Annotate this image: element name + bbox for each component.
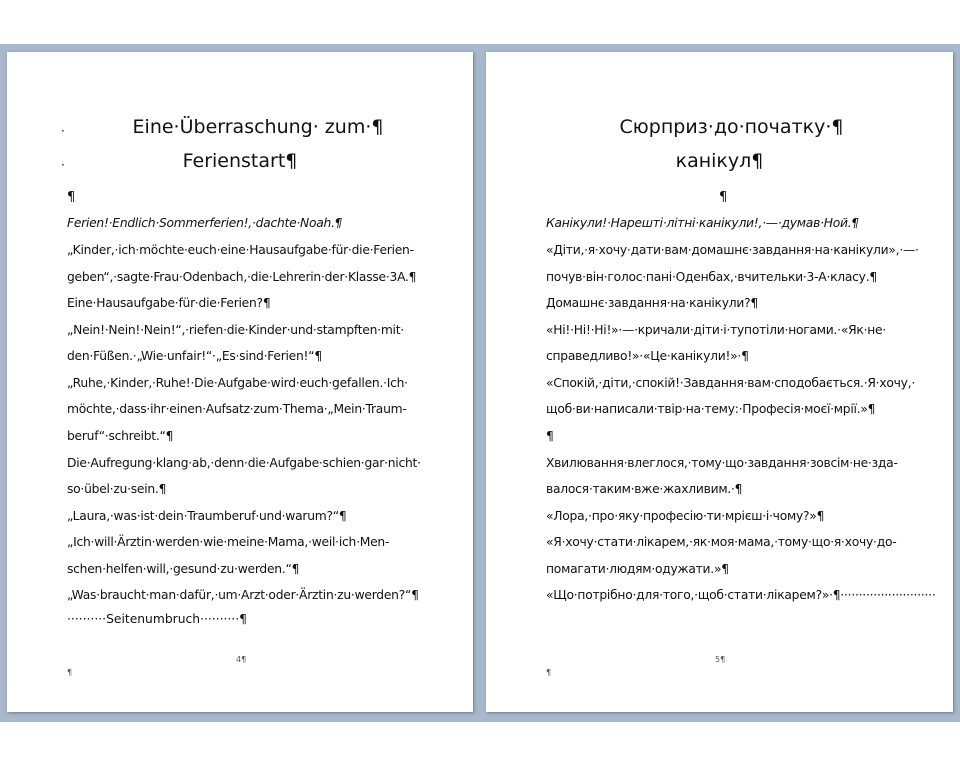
text-line: so·übel·zu·sein.¶ (67, 482, 167, 496)
text-line: Die·Aufregung·klang·ab,·denn·die·Aufgabe·schien·gar·nicht· (67, 456, 421, 470)
text-line: Eine·Hausaufgabe·für·die·Ferien?¶ (67, 296, 271, 310)
title-bullet: · (61, 158, 65, 172)
text-line: Хвилювання·влеглося,·тому·що·завдання·зовсім·не·зда- (546, 456, 898, 470)
text-line: „Laura,·was·ist·dein·Traumberuf·und·warum?“¶ (67, 509, 347, 523)
text-line: Домашнє·завдання·на·канікули?¶ (546, 296, 758, 310)
text-line: «Що·потрібно·для·того,·щоб·стати·лікарем?»·¶·························· (546, 588, 936, 602)
text-line: „Nein!·Nein!·Nein!“,·riefen·die·Kinder·und·stampften·mit· (67, 323, 404, 337)
text-line: «Діти,·я·хочу·дати·вам·домашнє·завдання·на·канікули»,·—· (546, 243, 919, 257)
footer-paragraph-mark: ¶ (67, 668, 73, 677)
text-line: «Лора,·про·яку·професію·ти·мрієш·і·чому?»¶ (546, 509, 825, 523)
text-line: помагати·людям·одужати.»¶ (546, 562, 729, 576)
text-line: щоб·ви·написали·твір·на·тему:·Професія·моєї·мрії.»¶ (546, 402, 876, 416)
document-page-right[interactable] (486, 52, 953, 712)
page-number: 4¶ (236, 655, 247, 664)
text-line: schen·helfen·will,·gesund·zu·werden.“¶ (67, 562, 300, 576)
text-line: справедливо!»·«Це·канікули!»·¶ (546, 349, 749, 363)
footer-paragraph-mark: ¶ (546, 668, 552, 677)
page-title-line-2: канікул¶ (675, 150, 764, 172)
title-bullet: · (61, 124, 65, 138)
page-number: 5¶ (715, 655, 726, 664)
text-line: Канікули!·Нарешті·літні·канікули!,·—·думав·Ной.¶ (546, 216, 859, 230)
document-page-left[interactable] (7, 52, 473, 712)
text-line: Ferien!·Endlich·Sommerferien!,·dachte·Noah.¶ (67, 216, 343, 230)
text-line: «Ні!·Ні!·Ні!»·—·кричали·діти·і·тупотіли·ногами.·«Як·не· (546, 323, 887, 337)
text-line: „Was·braucht·man·dafür,·um·Arzt·oder·Ärztin·zu·werden?“¶ (67, 588, 419, 602)
page-title-line-1: Сюрприз·до·початку·¶ (619, 116, 844, 138)
page-break-marker: ··········Seitenumbruch··········¶ (67, 612, 247, 626)
blank-paragraph: ¶ (67, 190, 76, 205)
text-line: почув·він·голос·пані·Оденбах,·вчительки·3-А·класу.¶ (546, 270, 877, 284)
text-line: „Kinder,·ich·möchte·euch·eine·Hausaufgabe·für·die·Ferien- (67, 243, 414, 257)
text-line: den·Füßen.·„Wie·unfair!“·„Es·sind·Ferien!“¶ (67, 349, 322, 363)
text-line: möchte,·dass·ihr·einen·Aufsatz·zum·Thema·„Mein·Traum- (67, 402, 407, 416)
text-line: «Я·хочу·стати·лікарем,·як·моя·мама,·тому·що·я·хочу·до- (546, 535, 897, 549)
text-line: geben“,·sagte·Frau·Odenbach,·die·Lehrerin·der·Klasse·3A.¶ (67, 270, 417, 284)
text-line: beruf“·schreibt.“¶ (67, 429, 174, 443)
page-title-line-2: Ferienstart¶ (182, 150, 298, 172)
text-line: ¶ (546, 429, 554, 443)
text-line: «Спокій,·діти,·спокій!·Завдання·вам·сподобається.·Я·хочу,· (546, 376, 915, 390)
blank-paragraph: ¶ (719, 190, 728, 205)
text-line: „Ruhe,·Kinder,·Ruhe!·Die·Aufgabe·wird·euch·gefallen.·Ich· (67, 376, 408, 390)
text-line: валося·таким·вже·жахливим.·¶ (546, 482, 743, 496)
text-line: „Ich·will·Ärztin·werden·wie·meine·Mama,·weil·ich·Men- (67, 535, 390, 549)
page-title-line-1: Eine·Überraschung· zum·¶ (132, 116, 384, 138)
